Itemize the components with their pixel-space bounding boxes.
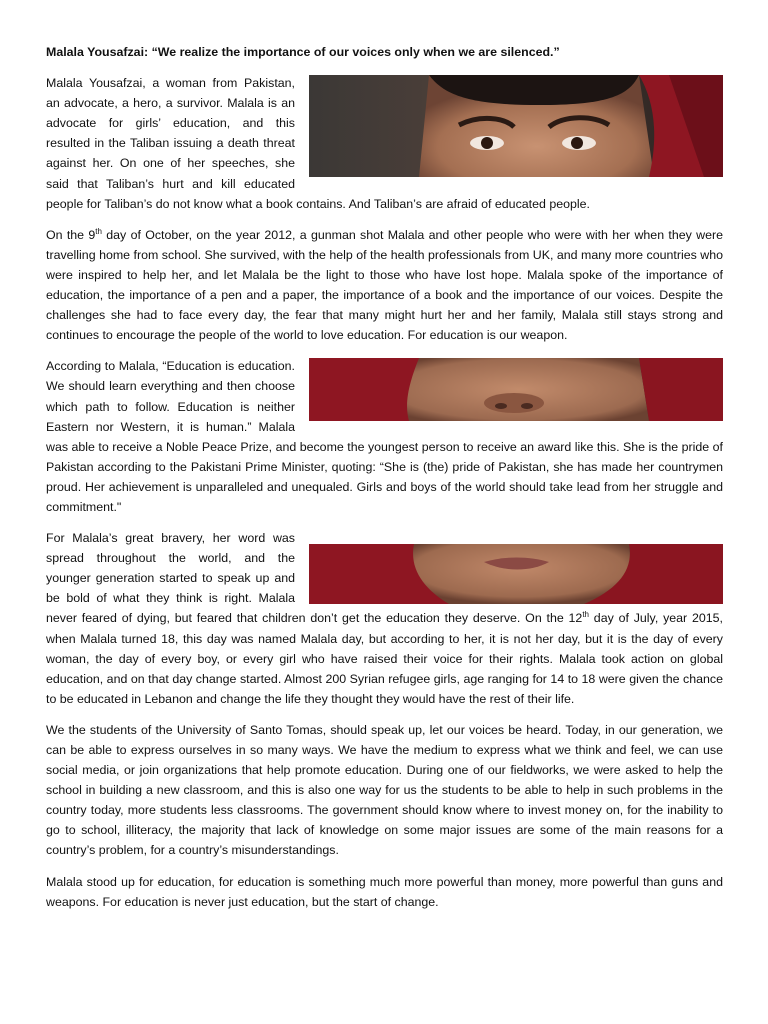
paragraph-conclusion: Malala stood up for education, for education is something much more powerful than money, more powerful than guns and weapons. For education is never just education, but the start of change. [46, 874, 723, 909]
paragraph-intro-text: Malala Yousafzai, a woman from Pakistan, an advocate, a hero, a survivor. Malala is an advocate for girls’ education, and this resulted in the Taliban issuing a death threat against her. On one of her speeches, she said that Taliban’s hurt and kill educated people for Taliban’s do not know what a book contains. And Taliban’s are afraid of educated people. [46, 76, 590, 211]
date-prefix: On the 9 [46, 227, 96, 242]
paragraph-education-text: According to Malala, “Education is education. We should learn everything and then choose which path to follow. Education is neither Eastern nor Western, it is human.” Malala was able to receive a Noble Peace Prize, and become the youngest person to receive an award like this. She is the pride of Pakistan according to the Pakistani Prime Minister, quoting: “She is (the) pride of Pakistan, she has made her countrymen proud. Her achievement is unparalleled and unequaled. Girls and boys of the world should take lead from her struggle and commitment." [46, 359, 723, 514]
paragraph-students: We the students of the University of Santo Tomas, should speak up, let our voices be heard. Today, in our generation, we can be able to express ourselves in so many ways. We have the medium to express what we think and feel, we can use social media, or join organizations that help promote education. During one of our fieldworks, we were asked to help the school in building a new classroom, and this is also one way for us the students to be able to help in such problems in the country today, more students less classrooms. The government should know where to invest money on, for the inability to go to school, illiteracy, the majority that lack of knowledge on some major issues are some of the main reasons for a country’s problem, for a country’s misunderstandings. [46, 722, 723, 858]
paragraph-bravery-text-a: For Malala’s great bravery, her word was spread throughout the world, and the younger generation started to speak up and be bold of what they think is right. Malala never feared of dying, but feared that children don’t get the education they deserve. On the 12 [46, 531, 583, 626]
essay-title: Malala Yousafzai: “We realize the importance of our voices only when we are silenced.” [46, 45, 560, 59]
ordinal-suffix: th [95, 226, 102, 236]
paragraph-shooting [46, 225, 723, 346]
paragraph-bravery [46, 528, 723, 709]
paragraph-education [46, 356, 723, 517]
photo-nose [309, 358, 723, 421]
paragraph-intro [46, 73, 723, 214]
paragraph-bravery-text-b: day of July, year 2015, when Malala turned 18, this day was named Malala day, but according to her, it is not her day, but it is the day of every woman, the day of every boy, or every girl who have raised their voice for their rights. Malala took action on global education, and on that day change started. Almost 200 Syrian refugee girls, age ranging for 14 to 18 were given the chance to be educated in Lebanon and change the life they thought they would have the rest of their life. [46, 611, 723, 706]
photo-mouth [309, 544, 723, 604]
document-page [46, 42, 723, 923]
paragraph-shooting-text: day of October, on the year 2012, a gunman shot Malala and other people who were with her when they were travelling home from school. She survived, with the help of the health professionals from UK, and many more countries who were inspired to help her, and let Malala be the light to those who have lost hope. Malala spoke of the importance of education, the importance of a pen and a paper, the importance of a book and the importance of our voices. Despite the challenges she had to face every day, the fear that many might hurt her and her family, Malala still stays strong and continues to encourage the people of the world to love education. For education is our weapon. [46, 227, 723, 343]
photo-eyes [309, 75, 723, 177]
ordinal-suffix: th [582, 610, 589, 620]
